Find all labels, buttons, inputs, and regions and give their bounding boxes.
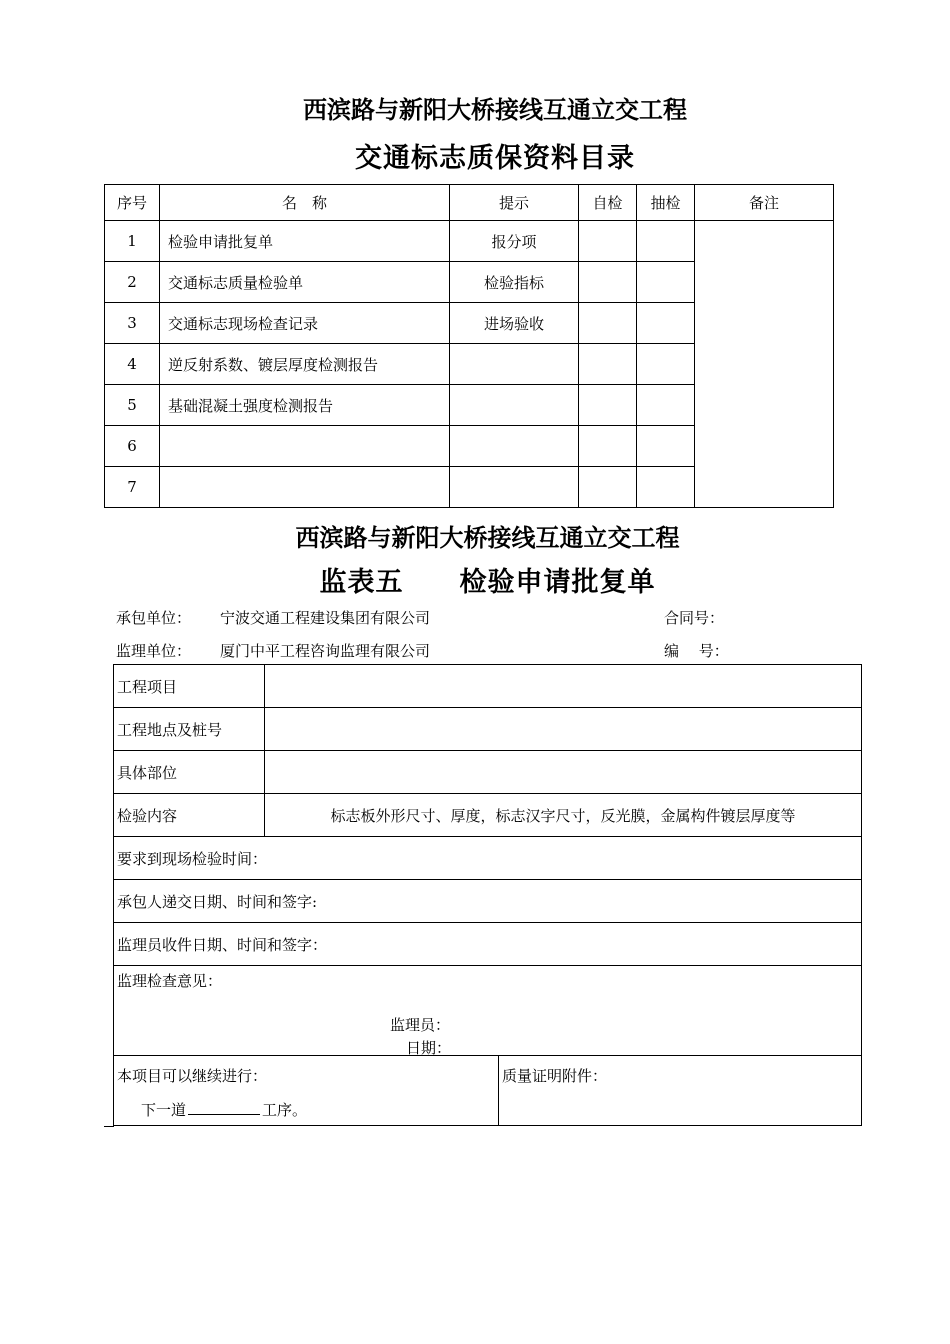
header-hint: 提示 [450, 185, 579, 221]
row-no: 1 [105, 221, 160, 262]
header-name: 名 称 [160, 185, 450, 221]
site-time-label: 要求到现场检验时间： [114, 837, 862, 880]
continue-label: 本项目可以继续进行： [117, 1067, 268, 1085]
contractor-submit-label: 承包人递交日期、时间和签字: [114, 880, 862, 923]
row-no: 6 [105, 426, 160, 467]
form-title: 监表五 检验申请批复单 [319, 567, 656, 598]
row-spot-check [637, 385, 695, 426]
row-spot-check [637, 426, 695, 467]
row-self-check [579, 385, 637, 426]
part-value [265, 751, 862, 794]
row-no: 3 [105, 303, 160, 344]
form-project-title: 西滨路与新阳大桥接线互通立交工程 [295, 524, 680, 552]
header-spot-check: 抽检 [637, 185, 695, 221]
next-prefix: 下一道 [141, 1101, 187, 1119]
contractor-label: 承包单位： [116, 609, 192, 627]
inspector-label: 监理员： [390, 1016, 451, 1034]
project-item-value [265, 665, 862, 708]
row-spot-check [637, 344, 695, 385]
form-row-contractor-submit [114, 880, 862, 923]
inspection-content-value: 标志板外形尺寸、厚度，标志汉字尺寸，反光膜，金属构件镀层厚度等 [265, 794, 862, 837]
next-process-line [141, 1099, 307, 1120]
form-row-opinion [114, 966, 862, 1056]
row-hint: 报分项 [450, 221, 579, 262]
row-name: 检验申请批复单 [160, 221, 450, 262]
toc-header-row [105, 185, 834, 221]
row-spot-check [637, 262, 695, 303]
form-row-project [114, 665, 862, 708]
continue-cell [114, 1056, 499, 1126]
contractor-value: 宁波交通工程建设集团有限公司 [220, 609, 431, 627]
bottom-left-rule [104, 1126, 114, 1127]
toc-table [104, 184, 834, 508]
form-row-part [114, 751, 862, 794]
project-item-label: 工程项目 [114, 665, 265, 708]
row-name: 交通标志质量检验单 [160, 262, 450, 303]
row-hint [450, 467, 579, 508]
next-suffix: 工序。 [262, 1101, 308, 1119]
inspection-content-label: 检验内容 [114, 794, 265, 837]
row-self-check [579, 303, 637, 344]
location-label: 工程地点及桩号 [114, 708, 265, 751]
opinion-label: 监理检查意见： [117, 972, 223, 990]
toc-title: 交通标志质保资料目录 [355, 143, 635, 174]
next-process-blank [188, 1100, 260, 1115]
row-self-check [579, 426, 637, 467]
row-hint [450, 426, 579, 467]
row-name: 逆反射系数、镀层厚度检测报告 [160, 344, 450, 385]
row-spot-check [637, 221, 695, 262]
row-self-check [579, 467, 637, 508]
date-label: 日期： [406, 1039, 452, 1057]
inspection-form-table [113, 664, 862, 1126]
toc-project-title: 西滨路与新阳大桥接线互通立交工程 [303, 96, 687, 124]
form-row-location [114, 708, 862, 751]
row-no: 4 [105, 344, 160, 385]
form-row-supervisor-receive [114, 923, 862, 966]
header-self-check: 自检 [579, 185, 637, 221]
row-hint [450, 385, 579, 426]
attachments-cell [499, 1056, 862, 1126]
form-row-site-time [114, 837, 862, 880]
supervisor-label: 监理单位： [116, 642, 192, 660]
header-remark: 备注 [695, 185, 834, 221]
part-label: 具体部位 [114, 751, 265, 794]
row-spot-check [637, 467, 695, 508]
row-no: 2 [105, 262, 160, 303]
row-no: 5 [105, 385, 160, 426]
row-self-check [579, 262, 637, 303]
header-no: 序号 [105, 185, 160, 221]
remark-cell [695, 221, 834, 508]
form-row-continue [114, 1056, 862, 1126]
row-hint: 进场验收 [450, 303, 579, 344]
opinion-cell [114, 966, 862, 1056]
location-value [265, 708, 862, 751]
supervisor-value: 厦门中平工程咨询监理有限公司 [220, 642, 431, 660]
row-name [160, 426, 450, 467]
form-row-content [114, 794, 862, 837]
table-row [105, 221, 834, 262]
row-spot-check [637, 303, 695, 344]
contract-no-label: 合同号： [664, 609, 725, 627]
row-name: 交通标志现场检查记录 [160, 303, 450, 344]
row-no: 7 [105, 467, 160, 508]
row-name: 基础混凝土强度检测报告 [160, 385, 450, 426]
row-self-check [579, 344, 637, 385]
row-hint [450, 344, 579, 385]
row-self-check [579, 221, 637, 262]
supervisor-receive-label: 监理员收件日期、时间和签字： [114, 923, 862, 966]
row-name [160, 467, 450, 508]
row-hint: 检验指标 [450, 262, 579, 303]
serial-no-label: 编 号： [664, 642, 729, 660]
attachments-label: 质量证明附件： [502, 1067, 608, 1085]
